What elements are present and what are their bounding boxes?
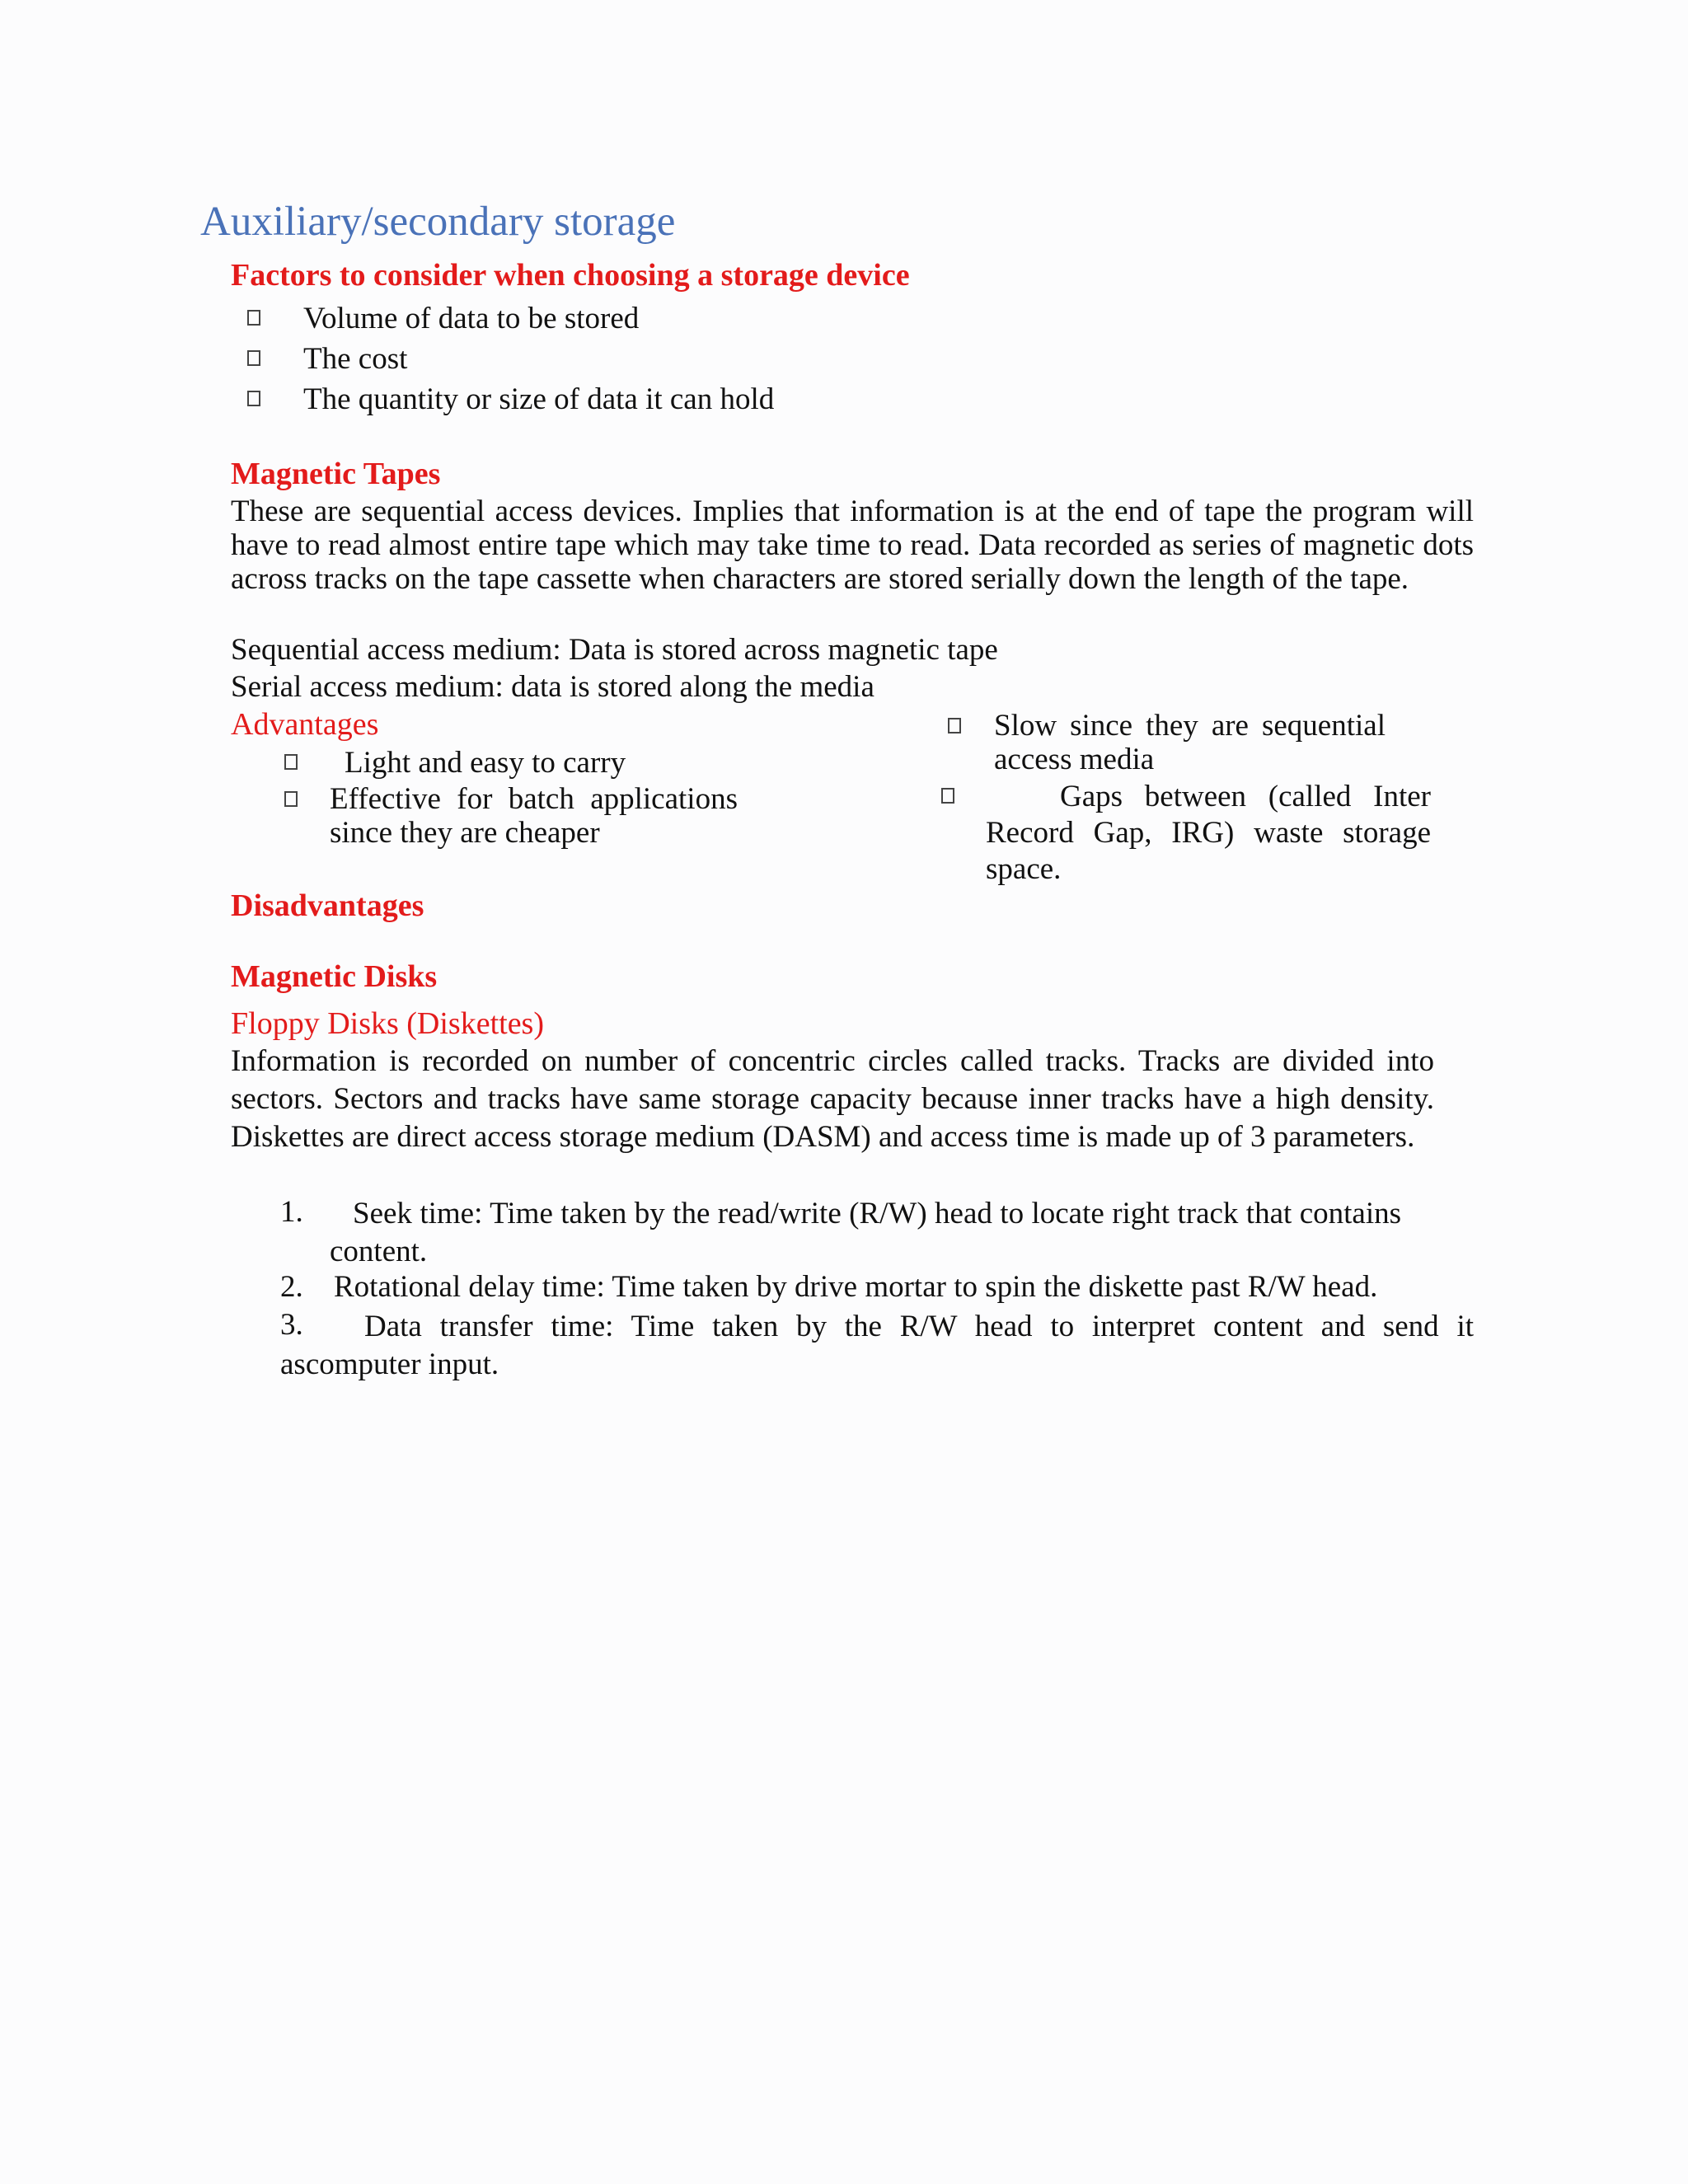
checkbox-icon [941,788,954,804]
serial-access-line: Serial access medium: data is stored along the media [231,670,874,704]
advantages-heading: Advantages [231,707,379,742]
parameter-number: 1. [280,1195,303,1229]
document-page: Auxiliary/secondary storage Factors to consider when choosing a storage device Volume of data to be stored The cost The quantity or size of data it can hold Magnetic Tapes These are sequential access devices. Implies that information is at the end of tape the program will have to read almost entire tape which may take time to read. Data recorded as series of magnetic dots across tracks on the tape cassette when characters are stored serially down the length of the tape. Sequential access medium: Data is stored across magnetic tape Serial access medium: data is stored along the media Advantages Light and easy to carry Effective for batch applications since they are cheaper Disadvantages Slow since they are sequential access media Gaps between (called Inter Record Gap, IRG) waste storage space. Magnetic Disks Floppy Disks (Diskettes) Information is recorded on number of concentric circles called tracks. Tracks are divided into sectors. Sectors and tracks have same storage capacity because inner tracks have a high density. Diskettes are direct access storage medium (DASM) and access time is made up of 3 parameters. 1. Seek time: Time taken by the read/write (R/W) head to locate right track that contains content. 2. Rotational delay time: Time taken by drive mortar to spin the diskette past R/W head. 3. Data transfer time: Time taken by the R/W head to interpret content and send it ascomputer input. [0,0,1688,2184]
parameter-number: 2. [280,1270,303,1304]
disks-heading: Magnetic Disks [231,959,438,994]
checkbox-icon [247,310,260,326]
floppy-heading: Floppy Disks (Diskettes) [231,1006,544,1041]
tapes-heading: Magnetic Tapes [231,457,441,491]
tapes-paragraph: These are sequential access devices. Implies that information is at the end of tape the program will have to read almost entire tape which may take time to read. Data recorded as series of magnetic dots across tracks on the tape cassette when characters are stored serially down the length of the tape. [231,494,1474,596]
checkbox-icon [948,718,961,733]
factors-heading: Factors to consider when choosing a storage device [231,258,910,293]
checkbox-icon [247,391,260,406]
floppy-paragraph: Information is recorded on number of concentric circles called tracks. Tracks are divided into sectors. Sectors and tracks have same storage capacity because inner tracks have a high density. Diskettes are direct access storage medium (DASM) and access time is made up of 3 parameters. [231,1044,1434,1154]
parameter-text: Data transfer time: Time taken by the R/W head to interpret content and send it ascomputer input. [280,1310,1474,1381]
parameter-text: Rotational delay time: Time taken by drive mortar to spin the diskette past R/W head. [334,1270,1378,1304]
sequential-access-line: Sequential access medium: Data is stored across magnetic tape [231,633,998,667]
checkbox-icon [284,754,298,770]
checkbox-icon [247,350,260,366]
checkbox-icon [284,791,298,807]
page-title: Auxiliary/secondary storage [200,199,676,245]
disadvantages-heading: Disadvantages [231,888,424,923]
parameter-number: 3. [280,1308,303,1342]
parameter-text: Seek time: Time taken by the read/write (R/W) head to locate right track that contains content. [330,1197,1401,1268]
